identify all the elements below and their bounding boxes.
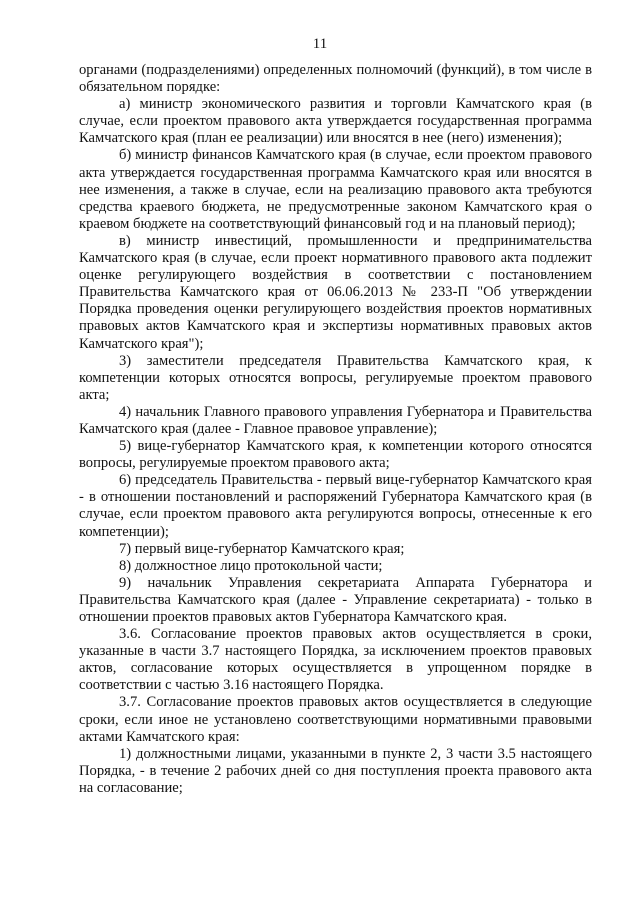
paragraph-item-a: а) министр экономического развития и торговли Камчатского края (в случае, если проектом правового акта утверждается государственная программа Камчатского края (план ее реализации) или вносятся в нее (него) изменения); <box>79 96 592 147</box>
paragraph-section-3-7: 3.7. Согласование проектов правовых актов осуществляется в следующие сроки, если иное не установлено соответствующими нормативными правовыми актами Камчатского края: <box>79 694 592 745</box>
paragraph-item-5: 5) вице-губернатор Камчатского края, к компетенции которого относятся вопросы, регулируемые проектом правового акта; <box>79 438 592 472</box>
paragraph-continuation: органами (подразделениями) определенных полномочий (функций), в том числе в обязательном порядке: <box>79 62 592 96</box>
paragraph-section-3-7-item-1: 1) должностными лицами, указанными в пункте 2, 3 части 3.5 настоящего Порядка, - в течение 2 рабочих дней со дня поступления проекта правового акта на согласование; <box>79 745 592 796</box>
paragraph-item-4: 4) начальник Главного правового управления Губернатора и Правительства Камчатского края (далее - Главное правовое управление); <box>79 403 592 437</box>
paragraph-item-8: 8) должностное лицо протокольной части; <box>119 557 383 574</box>
paragraph-section-3-6: 3.6. Согласование проектов правовых актов осуществляется в сроки, указанные в части 3.7 настоящего Порядка, за исключением проектов правовых актов, согласование которых осуществляется в упрощенном порядке в соответствии с частью 3.16 настоящего Порядка. <box>79 626 592 694</box>
paragraph-item-7: 7) первый вице-губернатор Камчатского края; <box>119 540 405 557</box>
page-number: 11 <box>312 36 328 52</box>
document-body <box>79 62 592 797</box>
paragraph-item-6: 6) председатель Правительства - первый вице-губернатор Камчатского края - в отношении постановлений и распоряжений Губернатора Камчатского края (в случае, если проектом правового акта регулируются вопросы, отнесенные к его компетенции); <box>79 472 592 540</box>
paragraph-item-9: 9) начальник Управления секретариата Аппарата Губернатора и Правительства Камчатского края (далее - Управление секретариата) - только в отношении проектов правовых актов Губернатора Камчатского края. <box>79 574 592 625</box>
paragraph-item-b: б) министр финансов Камчатского края (в случае, если проектом правового акта утверждается государственная программа Камчатского края или вносятся в нее изменения, а также в случае, если на реализацию правового акта требуются средства краевого бюджета, не предусмотренные законом Камчатского края о краевом бюджете на соответствующий финансовый год и на плановый период); <box>79 147 592 232</box>
paragraph-item-v: в) министр инвестиций, промышленности и предпринимательства Камчатского края (в случае, если проект нормативного правового акта подлежит оценке регулирующего воздействия в соответствии с постановлением Правительства Камчатского края от 06.06.2013 № 233-П "Об утверждении Порядка проведения оценки регулирующего воздействия проектов нормативных правовых актов Камчатского края и экспертизы нормативных правовых актов Камчатского края"); <box>79 232 592 352</box>
paragraph-item-3: 3) заместители председателя Правительства Камчатского края, к компетенции которых относятся вопросы, регулируемые проектом правового акта; <box>79 352 592 403</box>
